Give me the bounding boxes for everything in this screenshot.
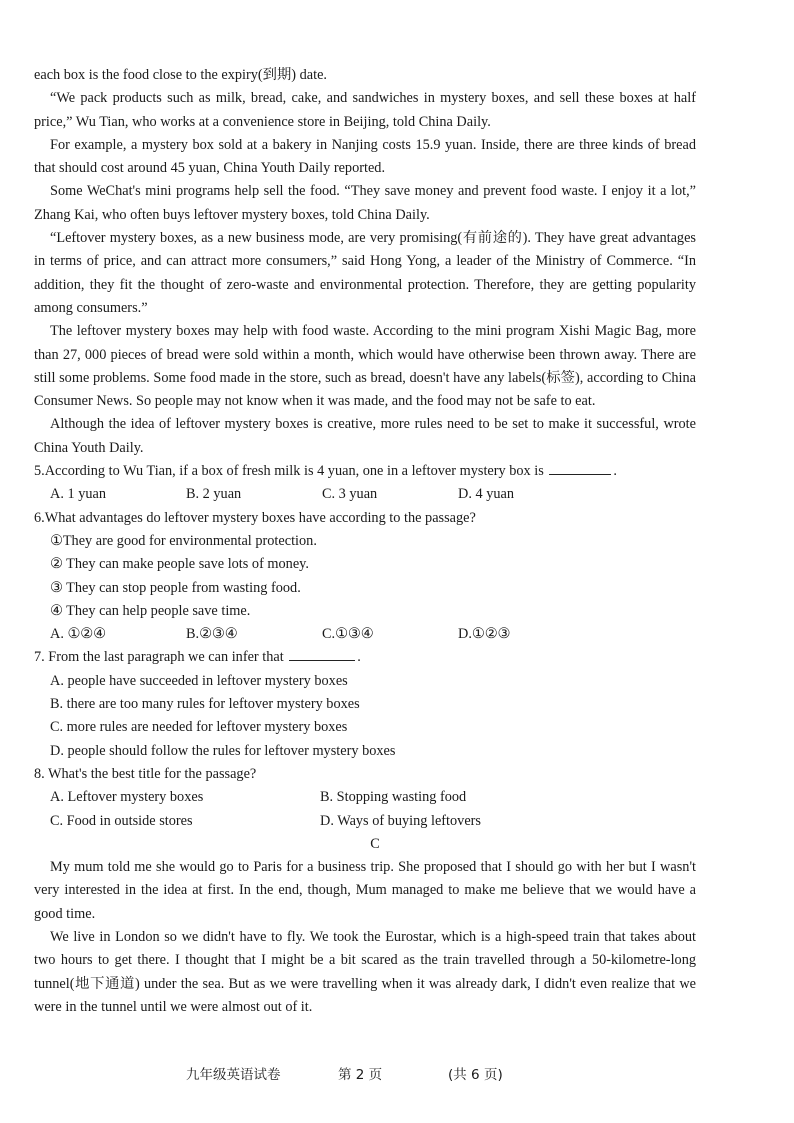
question-end: .	[357, 649, 361, 666]
option-a[interactable]: A. 1 yuan	[50, 486, 106, 503]
option-b[interactable]: B. there are too many rules for leftover mystery boxes	[50, 696, 360, 713]
statement-item: ③ They can stop people from wasting food.	[50, 579, 301, 596]
option-c[interactable]: C.①③④	[322, 626, 374, 643]
option-c[interactable]: C. 3 yuan	[322, 486, 378, 503]
question-stem: 5.According to Wu Tian, if a box of fresh milk is 4 yuan, one in a leftover mystery box is	[34, 463, 544, 480]
option-d[interactable]: D. people should follow the rules for leftover mystery boxes	[50, 742, 396, 759]
question-6	[34, 507, 696, 647]
question-5	[34, 460, 696, 507]
question-stem: 7. From the last paragraph we can infer that	[34, 649, 284, 666]
page-number: 第 2 页	[338, 1067, 383, 1083]
passage-paragraph: We live in London so we didn't have to fly. We took the Eurostar, which is a high-speed train that takes about two hours to get there. I thought that I might be a bit scared as the train travelled through a 50-kilometre-long tunnel(地下通道) under the sea. But as we were travelling when it was already dark, I didn't even realize that we were in the tunnel until we were almost out of it.	[34, 928, 696, 1015]
answer-blank[interactable]	[549, 460, 611, 475]
option-b[interactable]: B.②③④	[186, 626, 238, 643]
exam-title: 九年级英语试卷	[186, 1067, 281, 1083]
option-b[interactable]: B. Stopping wasting food	[320, 789, 467, 806]
passage-paragraph: “We pack products such as milk, bread, cake, and sandwiches in mystery boxes, and sell these boxes at half price,” Wu Tian, who works at a convenience store in Beijing, told China Daily.	[34, 90, 696, 130]
question-7	[34, 646, 696, 762]
passage-paragraph: “Leftover mystery boxes, as a new business mode, are very promising(有前途的). They have great advantages in terms of price, and can attract more consumers,” said Hong Yong, a leader of the Ministry of Commerce. “In addition, they fit the thought of zero-waste and environmental protection. Therefore, they are getting popularity among consumers.”	[34, 230, 696, 316]
statement-item: ④ They can help people save time.	[50, 602, 251, 619]
page-total: (共 6 页)	[448, 1067, 503, 1083]
passage-paragraph: The leftover mystery boxes may help with food waste. According to the mini program Xishi Magic Bag, more than 27, 000 pieces of bread were sold within a month, which would have otherwise been thrown away. There are still some problems. Some food made in the store, such as bread, doesn't have any labels(标签), according to China Consumer News. So people may not know when it was made, and the food may not be safe to eat.	[34, 323, 696, 410]
statement-item: ①They are good for environmental protection.	[50, 532, 317, 549]
option-a[interactable]: A. Leftover mystery boxes	[50, 789, 204, 806]
question-stem: 8. What's the best title for the passage?	[34, 765, 257, 782]
passage-paragraph: Although the idea of leftover mystery boxes is creative, more rules need to be set to make it successful, wrote China Youth Daily.	[34, 416, 696, 456]
passage-paragraph: Some WeChat's mini programs help sell the food. “They save money and prevent food waste. I enjoy it a lot,” Zhang Kai, who often buys leftover mystery boxes, told China Daily.	[34, 183, 696, 223]
section-heading: C	[370, 835, 380, 852]
option-b[interactable]: B. 2 yuan	[186, 486, 242, 503]
option-a[interactable]: A. ①②④	[50, 626, 106, 643]
statement-item: ② They can make people save lots of money.	[50, 556, 309, 573]
exam-page	[34, 64, 696, 1019]
passage-paragraph: each box is the food close to the expiry(到期) date.	[34, 67, 327, 83]
answer-blank[interactable]	[289, 646, 355, 661]
question-end: .	[613, 463, 617, 480]
option-d[interactable]: D. 4 yuan	[458, 486, 514, 503]
passage-paragraph: My mum told me she would go to Paris for a business trip. She proposed that I should go with her but I wasn't very interested in the idea at first. In the end, though, Mum managed to make me believe that we would have a good time.	[34, 859, 696, 922]
option-a[interactable]: A. people have succeeded in leftover mystery boxes	[50, 672, 348, 689]
passage-paragraph: For example, a mystery box sold at a bakery in Nanjing costs 15.9 yuan. Inside, there are three kinds of bread that should cost around 45 yuan, China Youth Daily reported.	[34, 136, 696, 177]
option-c[interactable]: C. Food in outside stores	[50, 812, 193, 829]
option-d[interactable]: D. Ways of buying leftovers	[320, 812, 481, 829]
option-d[interactable]: D.①②③	[458, 626, 511, 643]
page-footer	[186, 1063, 503, 1083]
question-8	[34, 763, 696, 833]
option-c[interactable]: C. more rules are needed for leftover mystery boxes	[50, 719, 348, 736]
question-stem: 6.What advantages do leftover mystery boxes have according to the passage?	[34, 509, 476, 526]
